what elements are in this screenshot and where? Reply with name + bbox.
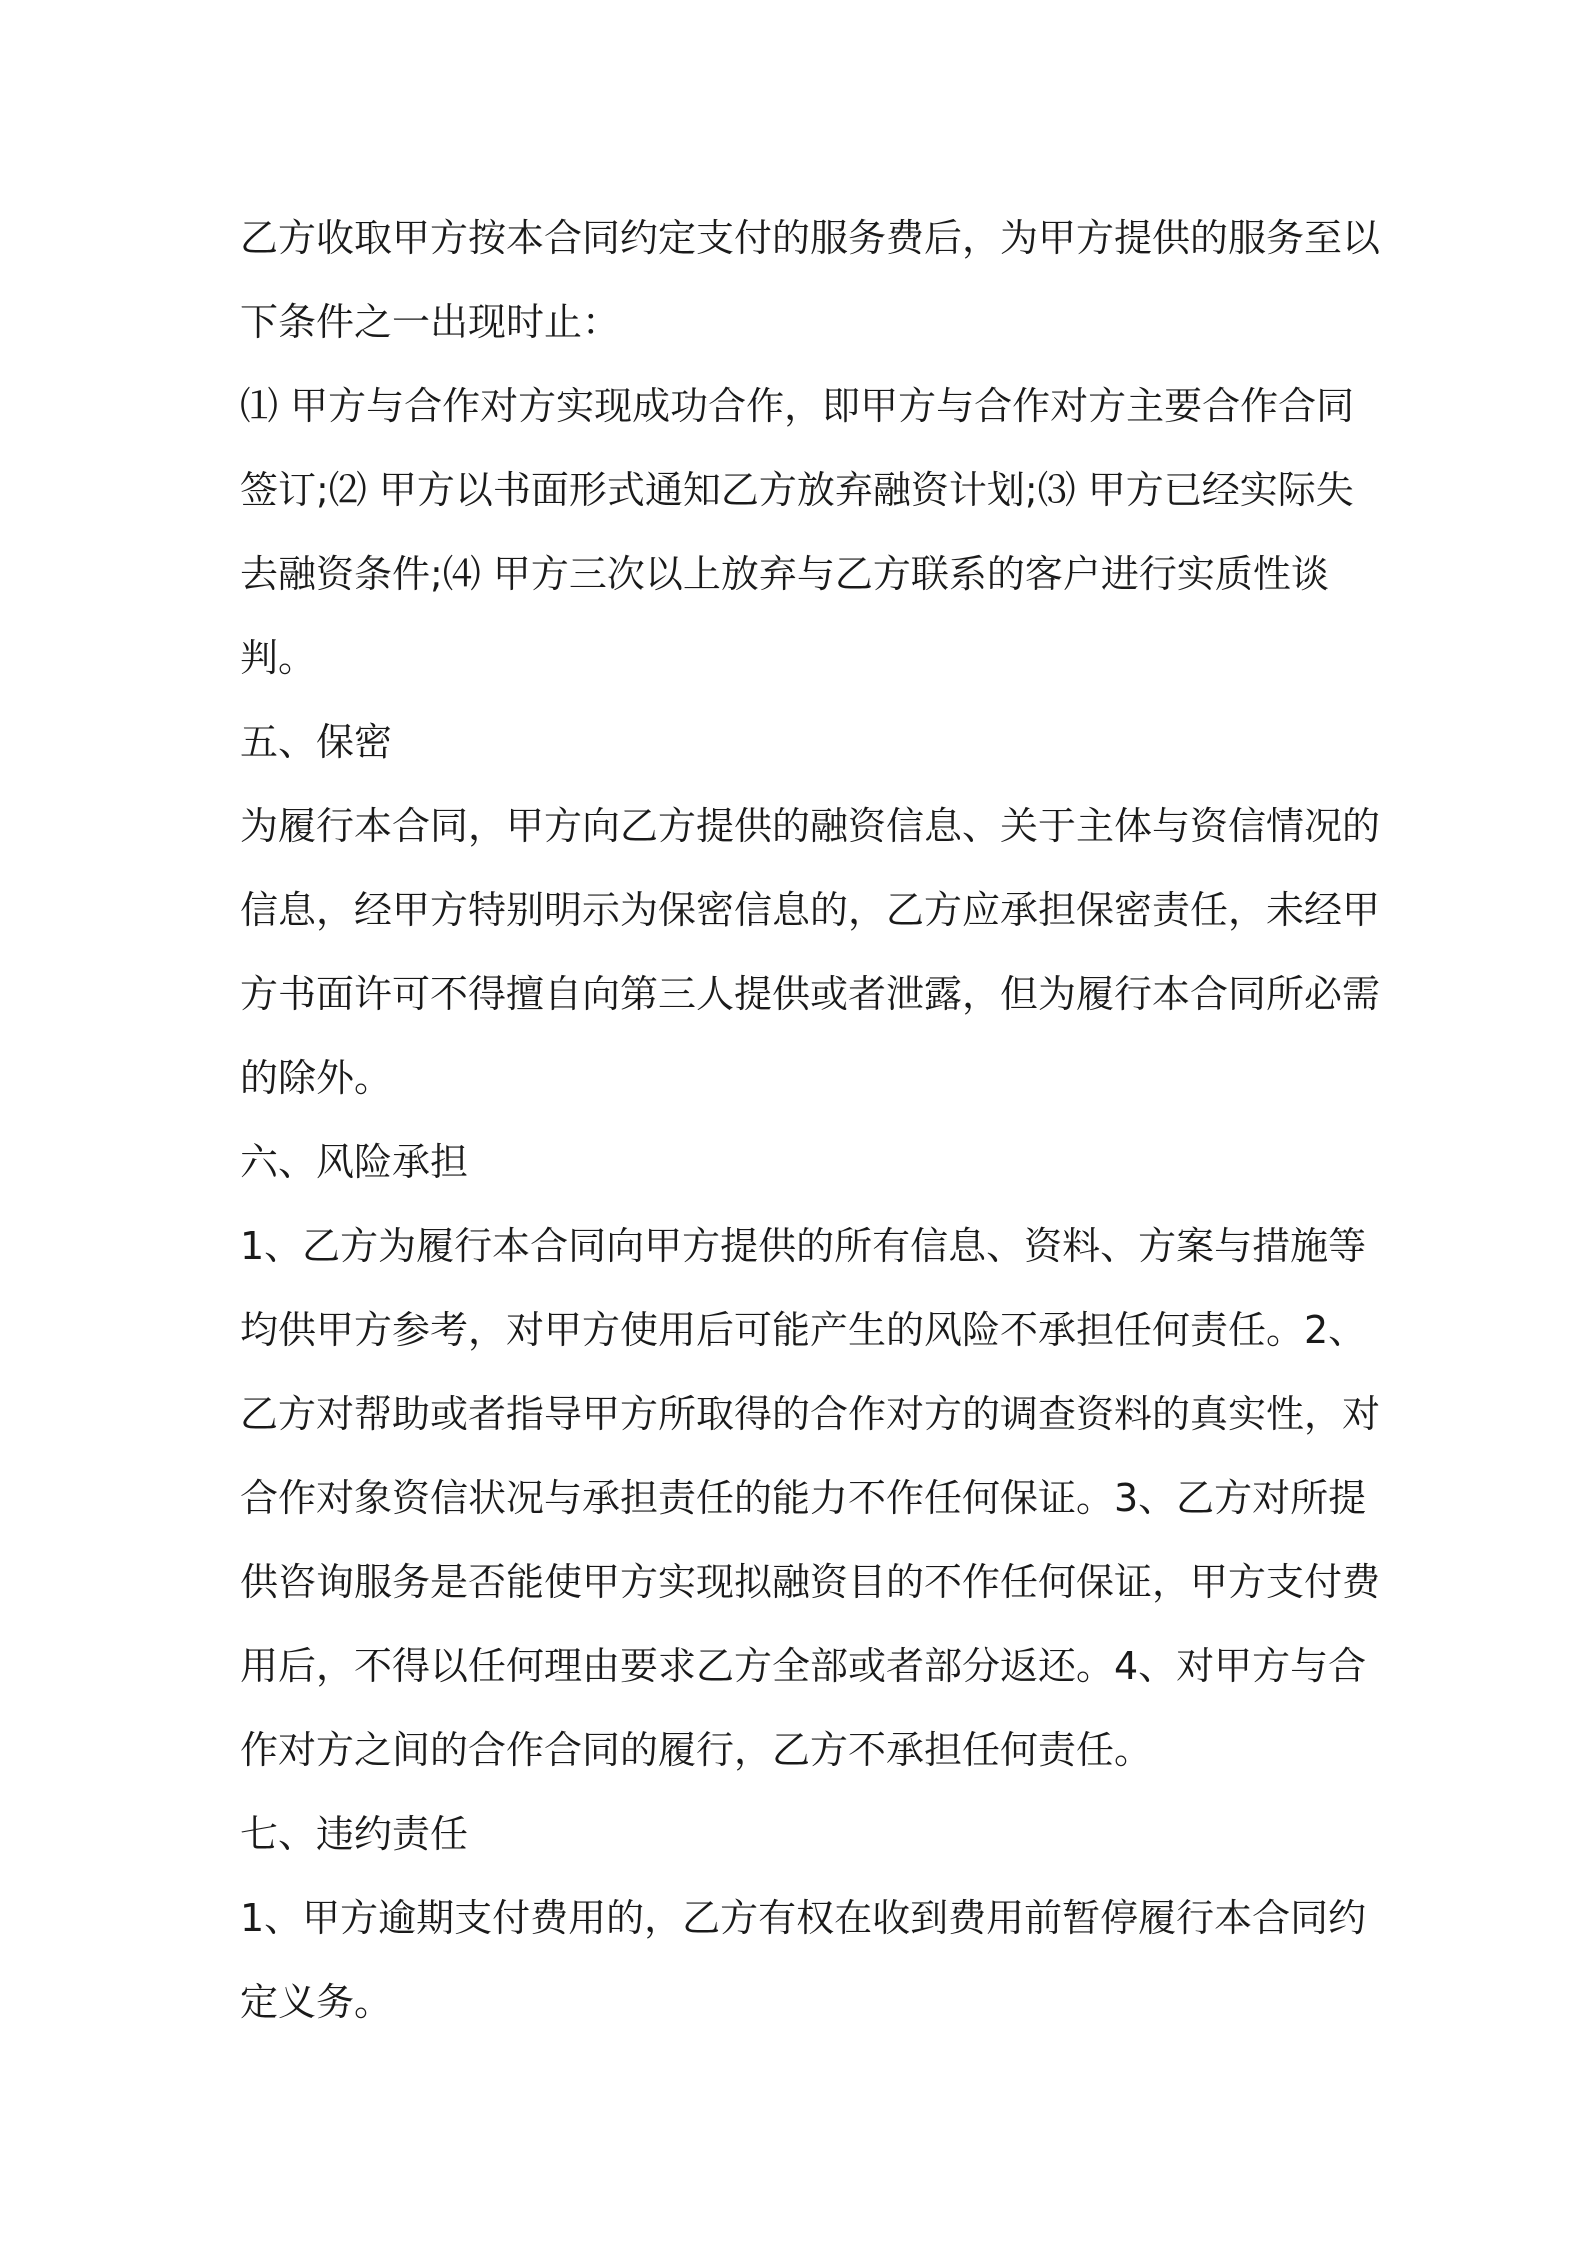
text-line: 合作对象资信状况与承担责任的能力不作任何保证。3、乙方对所提 — [240, 1476, 1367, 1520]
text-line: 乙方对帮助或者指导甲方所取得的合作对方的调查资料的真实性，对 — [240, 1392, 1381, 1436]
text-line: 用后，不得以任何理由要求乙方全部或者部分返还。4、对甲方与合 — [240, 1644, 1367, 1688]
text-line: 定义务。 — [240, 1980, 393, 2024]
text-line: 1、乙方为履行本合同向甲方提供的所有信息、资料、方案与措施等 — [240, 1224, 1367, 1268]
text-line: 信息，经甲方特别明示为保密信息的，乙方应承担保密责任，未经甲 — [240, 888, 1381, 932]
document-page — [240, 196, 1381, 2044]
text-line: 去融资条件;⑷ 甲方三次以上放弃与乙方联系的客户进行实质性谈 — [240, 552, 1329, 596]
text-line: 签订;⑵ 甲方以书面形式通知乙方放弃融资计划;⑶ 甲方已经实际失 — [240, 468, 1354, 512]
text-line: 的除外。 — [240, 1056, 393, 1100]
text-line: 均供甲方参考，对甲方使用后可能产生的风险不承担任何责任。2、 — [240, 1308, 1367, 1352]
text-line: 1、甲方逾期支付费用的，乙方有权在收到费用前暂停履行本合同约 — [240, 1896, 1367, 1940]
text-line: 作对方之间的合作合同的履行，乙方不承担任何责任。 — [240, 1728, 1153, 1772]
text-line: 判。 — [240, 636, 317, 680]
text-line: 乙方收取甲方按本合同约定支付的服务费后，为甲方提供的服务至以 — [240, 216, 1381, 260]
text-line: 供咨询服务是否能使甲方实现拟融资目的不作任何保证，甲方支付费 — [240, 1560, 1381, 1604]
section-heading-risk: 六、风险承担 — [240, 1140, 469, 1184]
section-heading-liability: 七、违约责任 — [240, 1812, 469, 1856]
text-line: 方书面许可不得擅自向第三人提供或者泄露，但为履行本合同所必需 — [240, 972, 1381, 1016]
section-heading-confidentiality: 五、保密 — [240, 720, 393, 764]
text-line: ⑴ 甲方与合作对方实现成功合作，即甲方与合作对方主要合作合同 — [240, 384, 1355, 428]
text-line: 下条件之一出现时止： — [240, 300, 621, 344]
text-line: 为履行本合同，甲方向乙方提供的融资信息、关于主体与资信情况的 — [240, 804, 1381, 848]
